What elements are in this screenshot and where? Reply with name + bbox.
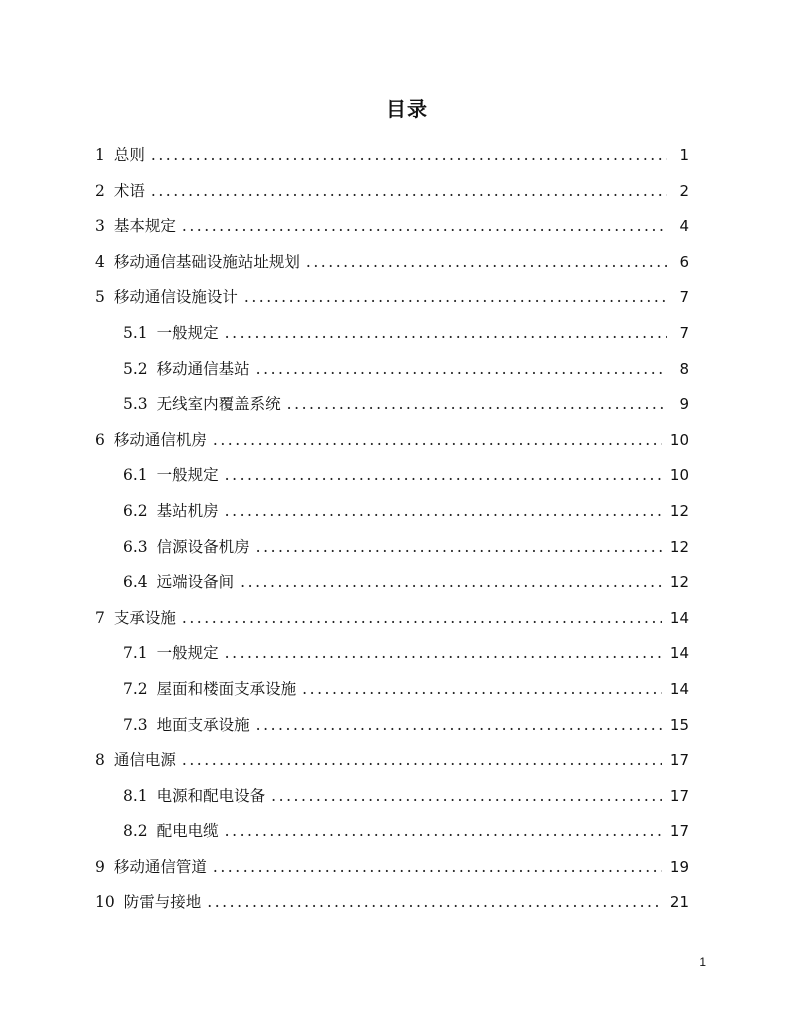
toc-entry-label: 支承设施 [113, 608, 176, 627]
toc-dot-leader [271, 783, 662, 809]
toc-dot-leader [240, 569, 662, 595]
toc-entry-page-number: 17 [669, 751, 689, 770]
toc-entry-label: 一般规定 [156, 644, 219, 663]
toc-entry-page-number: 7 [679, 323, 689, 342]
toc-entry-page-number: 12 [669, 573, 689, 592]
toc-section-entry[interactable] [95, 605, 689, 641]
table-of-contents [95, 142, 689, 925]
toc-section-entry[interactable] [95, 213, 689, 249]
toc-subsection-entry[interactable] [95, 462, 689, 498]
footer-page-number: 1 [699, 955, 706, 969]
toc-entry-number: 9 [95, 857, 105, 876]
toc-section-entry[interactable] [95, 142, 689, 178]
toc-dot-leader [182, 213, 667, 239]
toc-dot-leader [256, 356, 667, 382]
toc-subsection-entry[interactable] [95, 818, 689, 854]
toc-section-entry[interactable] [95, 249, 689, 285]
toc-subsection-entry[interactable] [95, 676, 689, 712]
toc-entry-label: 术语 [113, 181, 145, 200]
toc-dot-leader [213, 427, 662, 453]
toc-entry-page-number: 17 [669, 786, 689, 805]
toc-dot-leader [225, 498, 662, 524]
toc-entry-number: 5.3 [123, 395, 148, 414]
toc-dot-leader [151, 178, 667, 204]
toc-entry-number: 5.1 [123, 323, 148, 342]
toc-entry-page-number: 6 [679, 252, 689, 271]
toc-entry-number: 6 [95, 430, 105, 449]
toc-entry-number: 5.2 [123, 359, 148, 378]
toc-entry-number: 6.2 [123, 501, 148, 520]
toc-entry-label: 基本规定 [113, 217, 176, 236]
toc-dot-leader [213, 854, 662, 880]
toc-dot-leader [225, 320, 667, 346]
toc-subsection-entry[interactable] [95, 356, 689, 392]
toc-entry-label: 移动通信机房 [113, 430, 207, 449]
toc-entry-label: 通信电源 [113, 751, 176, 770]
toc-entry-number: 7 [95, 608, 105, 627]
toc-entry-page-number: 1 [679, 146, 689, 164]
toc-section-entry[interactable] [95, 747, 689, 783]
toc-entry-label: 移动通信设施设计 [113, 288, 238, 307]
toc-dot-leader [207, 889, 662, 915]
toc-entry-page-number: 2 [679, 181, 689, 200]
toc-section-entry[interactable] [95, 889, 689, 925]
toc-entry-label: 基站机房 [156, 501, 219, 520]
toc-entry-page-number: 10 [669, 430, 689, 449]
toc-entry-label: 屋面和楼面支承设施 [156, 679, 297, 698]
toc-entry-number: 5 [95, 288, 105, 307]
toc-subsection-entry[interactable] [95, 320, 689, 356]
toc-entry-number: 2 [95, 181, 105, 200]
toc-entry-page-number: 12 [669, 537, 689, 556]
toc-subsection-entry[interactable] [95, 712, 689, 748]
toc-dot-leader [287, 391, 667, 417]
toc-entry-page-number: 15 [669, 715, 689, 734]
toc-section-entry[interactable] [95, 178, 689, 214]
toc-entry-number: 1 [95, 146, 105, 164]
toc-entry-page-number: 12 [669, 501, 689, 520]
toc-dot-leader [256, 534, 662, 560]
toc-subsection-entry[interactable] [95, 498, 689, 534]
toc-entry-label: 移动通信基站 [156, 359, 250, 378]
toc-entry-number: 6.1 [123, 466, 148, 485]
toc-dot-leader [182, 747, 662, 773]
toc-section-entry[interactable] [95, 284, 689, 320]
toc-entry-page-number: 14 [669, 679, 689, 698]
toc-entry-number: 7.3 [123, 715, 148, 734]
toc-entry-number: 10 [95, 893, 115, 912]
toc-subsection-entry[interactable] [95, 640, 689, 676]
toc-entry-number: 7.2 [123, 679, 148, 698]
toc-dot-leader [256, 712, 662, 738]
toc-entry-page-number: 7 [679, 288, 689, 307]
toc-entry-number: 6.4 [123, 573, 148, 592]
toc-entry-label: 远端设备间 [156, 573, 235, 592]
toc-subsection-entry[interactable] [95, 783, 689, 819]
toc-entry-label: 一般规定 [156, 466, 219, 485]
toc-entry-label: 信源设备机房 [156, 537, 250, 556]
page-title: 目录 [386, 97, 428, 121]
toc-entry-number: 8.1 [123, 786, 148, 805]
toc-entry-number: 4 [95, 252, 105, 271]
toc-dot-leader [225, 818, 662, 844]
toc-entry-page-number: 9 [679, 395, 689, 414]
toc-entry-label: 无线室内覆盖系统 [156, 395, 281, 414]
toc-entry-label: 地面支承设施 [156, 715, 250, 734]
toc-entry-number: 8 [95, 751, 105, 770]
toc-entry-page-number: 10 [669, 466, 689, 485]
toc-entry-label: 电源和配电设备 [156, 786, 266, 805]
toc-dot-leader [151, 142, 667, 168]
toc-dot-leader [225, 640, 662, 666]
toc-dot-leader [306, 249, 667, 275]
toc-entry-page-number: 14 [669, 608, 689, 627]
toc-entry-label: 移动通信基础设施站址规划 [113, 252, 300, 271]
toc-entry-page-number: 21 [669, 893, 689, 912]
toc-entry-number: 3 [95, 217, 105, 236]
toc-entry-page-number: 19 [669, 857, 689, 876]
toc-entry-number: 6.3 [123, 537, 148, 556]
toc-entry-number: 8.2 [123, 822, 148, 841]
toc-entry-page-number: 14 [669, 644, 689, 663]
toc-entry-label: 一般规定 [156, 323, 219, 342]
toc-entry-page-number: 4 [679, 217, 689, 236]
toc-entry-page-number: 17 [669, 822, 689, 841]
toc-entry-label: 配电电缆 [156, 822, 219, 841]
toc-dot-leader [302, 676, 662, 702]
toc-subsection-entry[interactable] [95, 569, 689, 605]
toc-entry-label: 总则 [113, 146, 145, 164]
toc-entry-label: 防雷与接地 [123, 893, 202, 912]
toc-entry-label: 移动通信管道 [113, 857, 207, 876]
toc-subsection-entry[interactable] [95, 534, 689, 570]
toc-entry-page-number: 8 [679, 359, 689, 378]
toc-dot-leader [244, 284, 667, 310]
toc-dot-leader [182, 605, 662, 631]
toc-subsection-entry[interactable] [95, 391, 689, 427]
toc-dot-leader [225, 462, 662, 488]
toc-section-entry[interactable] [95, 427, 689, 463]
toc-entry-number: 7.1 [123, 644, 148, 663]
toc-section-entry[interactable] [95, 854, 689, 890]
